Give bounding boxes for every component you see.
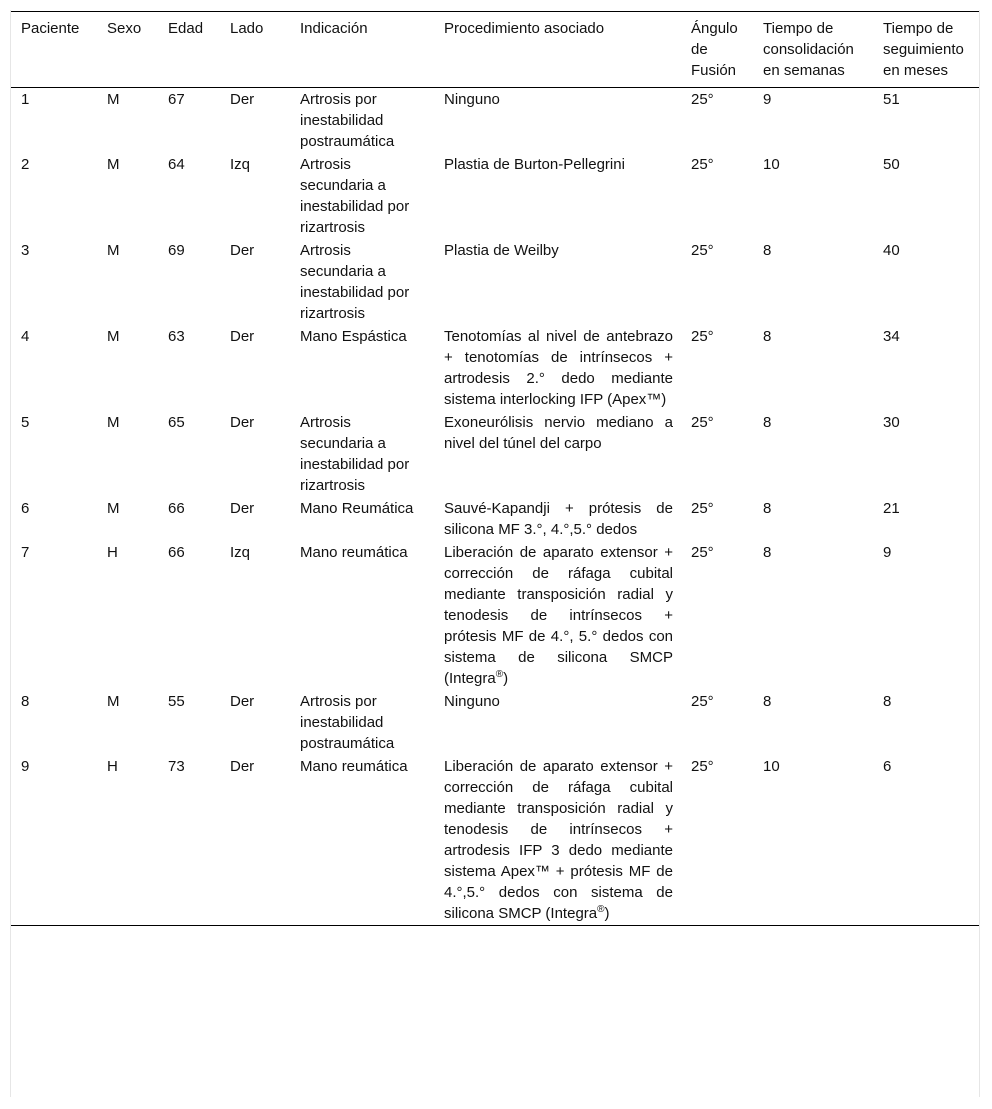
cell-procedimiento [434, 239, 681, 325]
procedimiento-text: Ninguno [444, 91, 500, 108]
table-header-row [11, 12, 979, 88]
cell-edad: 64 [168, 156, 185, 173]
cell-lado: Izq [230, 156, 251, 173]
cell-consolidacion: 8 [763, 693, 772, 710]
column-header-angulo: Ángulo de Fusión [691, 20, 738, 79]
procedimiento-text: Liberación de aparato extensor + corrección de ráfaga cubital mediante transposición radial y tenodesis de intrínsecos + artrodesis IFP 3 dedo mediante sistema Apex™ + prótesis MF de 4.°,5.° dedos con sistema de silicona SMCP (Integra [444, 758, 673, 922]
cell-seguimiento: 50 [883, 156, 900, 173]
cell-sexo: H [107, 758, 118, 775]
cell-paciente: 5 [21, 414, 30, 431]
cell-angulo: 25° [691, 758, 714, 775]
cell-edad: 67 [168, 91, 185, 108]
cell-angulo: 25° [691, 500, 714, 517]
cell-angulo: 25° [691, 544, 714, 561]
cell-lado: Der [230, 414, 255, 431]
cell-indicacion: Artrosis secundaria a inestabilidad por rizartrosis [300, 414, 410, 494]
table-row [11, 541, 979, 690]
cell-lado: Der [230, 758, 255, 775]
column-header-indicacion: Indicación [300, 20, 368, 37]
cell-seguimiento: 51 [883, 91, 900, 108]
cell-paciente: 6 [21, 500, 30, 517]
column-header-paciente: Paciente [21, 20, 80, 37]
cell-seguimiento: 9 [883, 544, 892, 561]
cell-procedimiento [434, 411, 681, 497]
cell-angulo: 25° [691, 328, 714, 345]
column-header-lado: Lado [230, 20, 264, 37]
cell-seguimiento: 40 [883, 242, 900, 259]
cell-procedimiento [434, 497, 681, 541]
cell-paciente: 9 [21, 758, 30, 775]
cell-consolidacion: 8 [763, 328, 772, 345]
cell-procedimiento [434, 325, 681, 411]
procedimiento-text: Plastia de Weilby [444, 242, 559, 259]
cell-paciente: 3 [21, 242, 30, 259]
registered-mark: ® [597, 904, 605, 915]
cell-sexo: M [107, 91, 120, 108]
cell-edad: 66 [168, 544, 185, 561]
cell-paciente: 2 [21, 156, 30, 173]
column-header-consolidacion: Tiempo de consolidación en semanas [763, 20, 854, 79]
column-header-edad: Edad [168, 20, 204, 37]
registered-mark: ® [495, 669, 504, 680]
procedimiento-text: Liberación de aparato extensor + corrección de ráfaga cubital mediante transposición radial y tenodesis de intrínsecos + prótesis MF de 4.°, 5.° dedos con sistema de silicona SMCP (Integra [444, 544, 673, 687]
cell-paciente: 7 [21, 544, 30, 561]
table-row [11, 497, 979, 541]
column-header-seguimiento: Tiempo de seguimiento en meses [883, 20, 964, 79]
cell-sexo: M [107, 414, 120, 431]
cell-procedimiento [434, 755, 681, 926]
cell-procedimiento [434, 88, 681, 154]
column-header-procedimiento: Procedimiento asociado [444, 20, 605, 37]
cell-lado: Der [230, 242, 255, 259]
cell-edad: 73 [168, 758, 185, 775]
cell-paciente: 8 [21, 693, 30, 710]
procedimiento-text: Plastia de Burton-Pellegrini [444, 156, 625, 173]
cell-lado: Der [230, 91, 255, 108]
cell-angulo: 25° [691, 242, 714, 259]
cell-consolidacion: 8 [763, 500, 772, 517]
cell-lado: Der [230, 328, 255, 345]
cell-lado: Der [230, 500, 255, 517]
cell-paciente: 1 [21, 91, 30, 108]
cell-indicacion: Artrosis secundaria a inestabilidad por rizartrosis [300, 242, 410, 322]
table-body [11, 88, 979, 926]
cell-seguimiento: 34 [883, 328, 900, 345]
cell-edad: 66 [168, 500, 185, 517]
cell-consolidacion: 8 [763, 242, 772, 259]
cell-angulo: 25° [691, 414, 714, 431]
cell-angulo: 25° [691, 693, 714, 710]
patients-table [11, 11, 979, 926]
table-row [11, 88, 979, 154]
cell-sexo: M [107, 693, 120, 710]
cell-angulo: 25° [691, 91, 714, 108]
table-row [11, 690, 979, 755]
table-row [11, 755, 979, 926]
cell-seguimiento: 30 [883, 414, 900, 431]
cell-edad: 65 [168, 414, 185, 431]
cell-consolidacion: 8 [763, 414, 772, 431]
procedimiento-text: Sauvé-Kapandji + prótesis de silicona MF 3.°, 4.°,5.° dedos [444, 500, 673, 538]
cell-angulo: 25° [691, 156, 714, 173]
table-row [11, 325, 979, 411]
cell-consolidacion: 8 [763, 544, 772, 561]
cell-edad: 63 [168, 328, 185, 345]
cell-procedimiento [434, 541, 681, 690]
table-row [11, 153, 979, 239]
cell-indicacion: Artrosis por inestabilidad postraumática [300, 693, 395, 752]
cell-sexo: M [107, 500, 120, 517]
cell-edad: 55 [168, 693, 185, 710]
cell-lado: Der [230, 693, 255, 710]
procedimiento-text: Ninguno [444, 693, 500, 710]
cell-sexo: H [107, 544, 118, 561]
cell-indicacion: Mano Reumática [300, 500, 414, 517]
cell-sexo: M [107, 156, 120, 173]
table-row [11, 411, 979, 497]
column-header-sexo: Sexo [107, 20, 142, 37]
cell-edad: 69 [168, 242, 185, 259]
cell-seguimiento: 21 [883, 500, 900, 517]
cell-paciente: 4 [21, 328, 30, 345]
procedimiento-text-end: ) [503, 670, 509, 687]
cell-indicacion: Artrosis secundaria a inestabilidad por rizartrosis [300, 156, 410, 236]
procedimiento-text-end: ) [604, 905, 610, 922]
cell-indicacion: Mano reumática [300, 758, 408, 775]
cell-procedimiento [434, 690, 681, 755]
cell-lado: Izq [230, 544, 251, 561]
cell-seguimiento: 6 [883, 758, 892, 775]
cell-indicacion: Artrosis por inestabilidad postraumática [300, 91, 395, 150]
table-row [11, 239, 979, 325]
procedimiento-text: Tenotomías al nivel de antebrazo + tenotomías de intrínsecos + artrodesis 2.° dedo mediante sistema interlocking IFP (Apex™) [444, 328, 673, 408]
cell-consolidacion: 10 [763, 758, 780, 775]
cell-sexo: M [107, 328, 120, 345]
cell-procedimiento [434, 153, 681, 239]
cell-indicacion: Mano reumática [300, 544, 408, 561]
cell-indicacion: Mano Espástica [300, 328, 407, 345]
cell-sexo: M [107, 242, 120, 259]
procedimiento-text: Exoneurólisis nervio mediano a nivel del túnel del carpo [444, 414, 673, 452]
cell-seguimiento: 8 [883, 693, 892, 710]
cell-consolidacion: 9 [763, 91, 772, 108]
cell-consolidacion: 10 [763, 156, 780, 173]
